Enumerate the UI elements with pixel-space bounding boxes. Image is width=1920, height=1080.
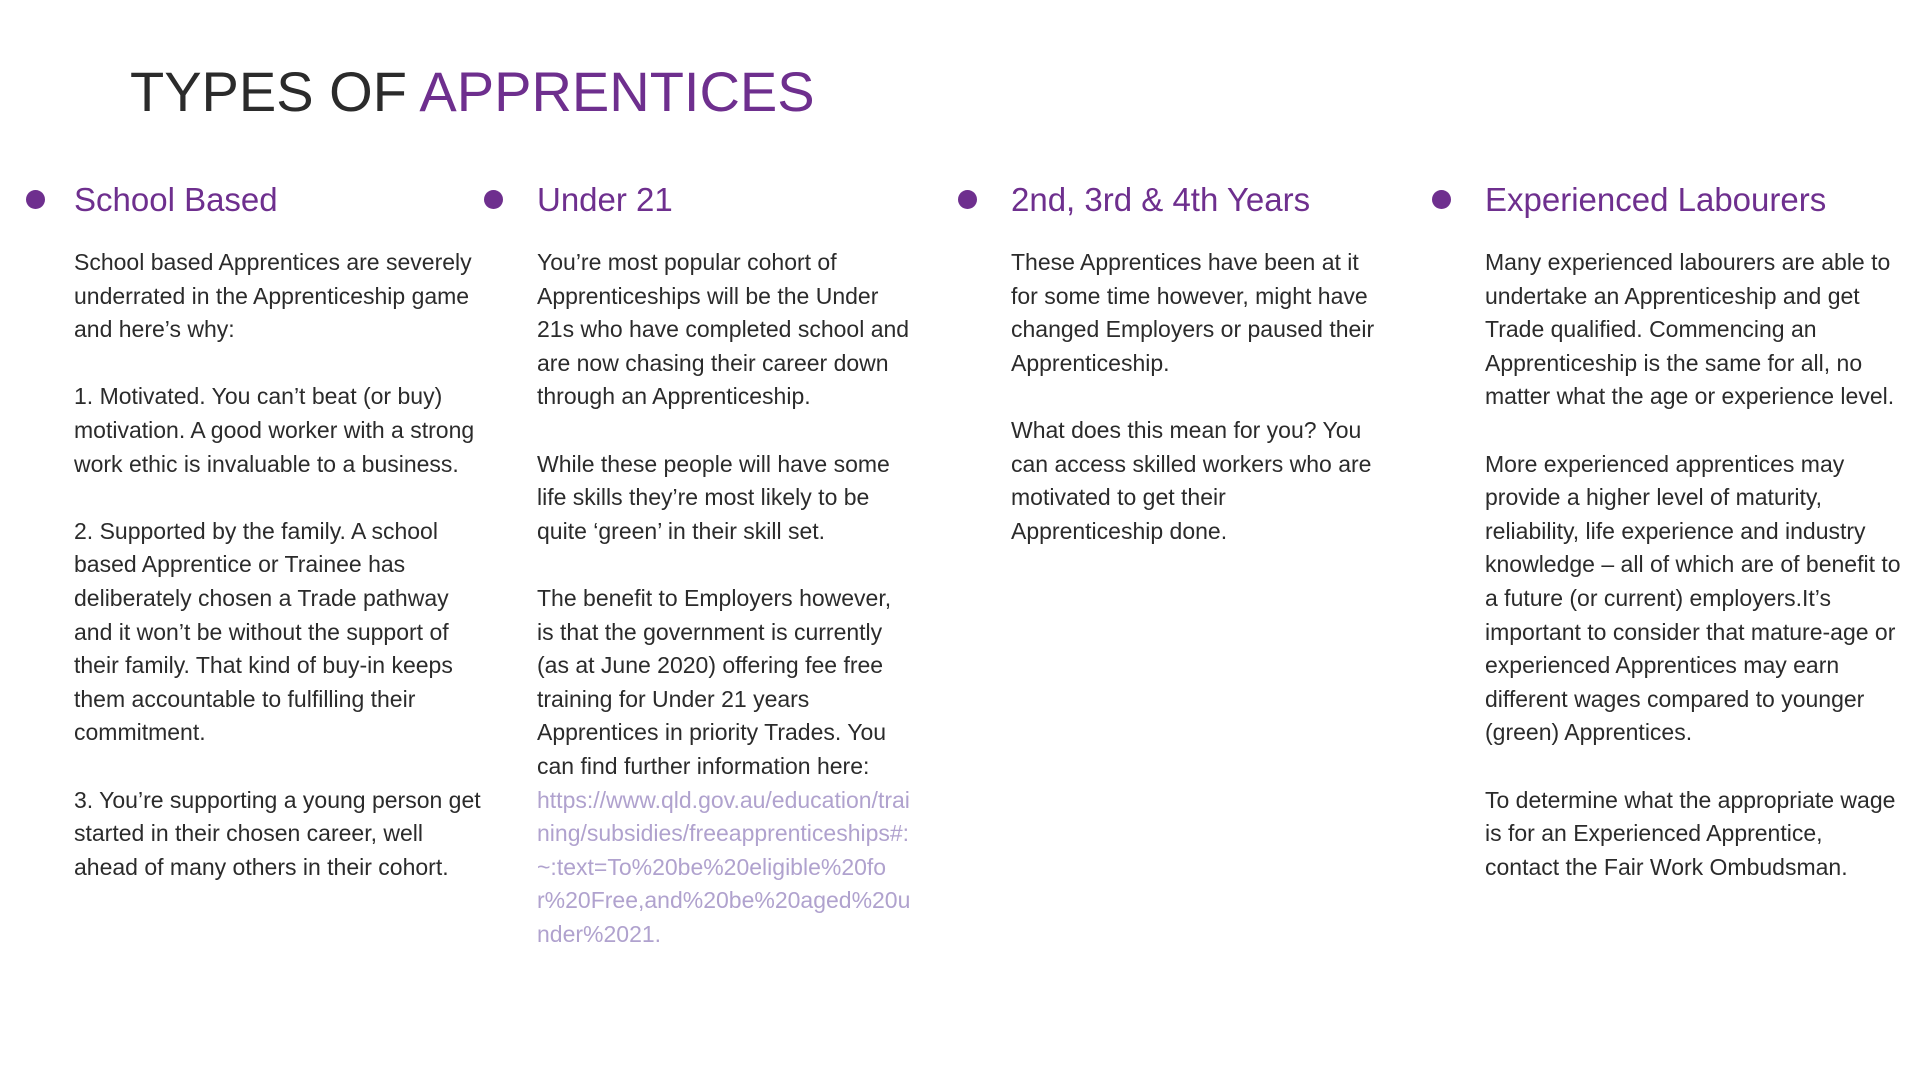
column-heading: Experienced Labourers [1485,181,1827,218]
paragraph: While these people will have some life skills they’re most likely to be quite ‘green’ in their skill set. [537,450,890,544]
column-header [958,178,1388,222]
column-2nd-3rd-4th-years [958,178,1388,544]
column-school-based [26,178,486,880]
title-part-2: APPRENTICES [419,60,815,123]
column-heading: Under 21 [537,181,673,218]
column-experienced-labourers [1432,178,1902,880]
column-header [1432,178,1902,222]
paragraph: School based Apprentices are severely underrated in the Apprenticeship game and here’s why: [74,249,472,343]
page-title [130,58,815,126]
title-part-1: TYPES OF [130,60,420,123]
bullet-icon [484,190,503,209]
paragraph: 3. You’re supporting a young person get started in their chosen career, well ahead of many others in their cohort. [74,786,481,880]
column-under-21 [484,178,924,947]
column-body [1485,246,1901,884]
paragraph: These Apprentices have been at it for some time however, might have changed Employers or paused their Apprenticeship. [1011,249,1375,376]
paragraph: You’re most popular cohort of Apprenticeships will be the Under 21s who have completed school and are now chasing their career down through an Apprenticeship. [537,249,910,410]
fee-free-training-link[interactable]: https://www.qld.gov.au/education/training/subsidies/freeapprenticeships#:~:text=To%20be%20eligible%20for%20Free,and%20be%20aged%20under%2021. [537,786,911,947]
column-body [537,246,913,951]
paragraph: 2. Supported by the family. A school based Apprentice or Trainee has deliberately chosen a Trade pathway and it won’t be without the support of their family. That kind of buy-in keeps them accountable to fulfilling their commitment. [74,517,453,746]
bullet-icon [958,190,977,209]
column-heading: 2nd, 3rd & 4th Years [1011,181,1311,218]
paragraph: Many experienced labourers are able to undertake an Apprenticeship and get Trade qualified. Commencing an Apprenticeship is the same for all, no matter what the age or experience level. [1485,249,1895,410]
column-body [1011,246,1383,548]
paragraph: 1. Motivated. You can’t beat (or buy) motivation. A good worker with a strong work ethic is invaluable to a business. [74,383,475,477]
bullet-icon [1432,190,1451,209]
paragraph: To determine what the appropriate wage is for an Experienced Apprentice, contact the Fair Work Ombudsman. [1485,786,1896,880]
paragraph: What does this mean for you? You can access skilled workers who are motivated to get their Apprenticeship done. [1011,416,1372,544]
paragraph: More experienced apprentices may provide a higher level of maturity, reliability, life experience and industry knowledge – all of which are of benefit to a future (or current) employers.It’s important to consider that mature-age or experienced Apprentices may earn different wages compared to younger (green) Apprentices. [1485,450,1901,746]
paragraph: The benefit to Employers however, is that the government is currently (as at June 2020) offering fee free training for Under 21 years Apprentices in priority Trades. You can find further information here: [537,584,892,779]
column-header [26,178,486,222]
bullet-icon [26,190,45,209]
column-header [484,178,924,222]
column-heading: School Based [74,181,278,218]
column-body [74,246,486,884]
